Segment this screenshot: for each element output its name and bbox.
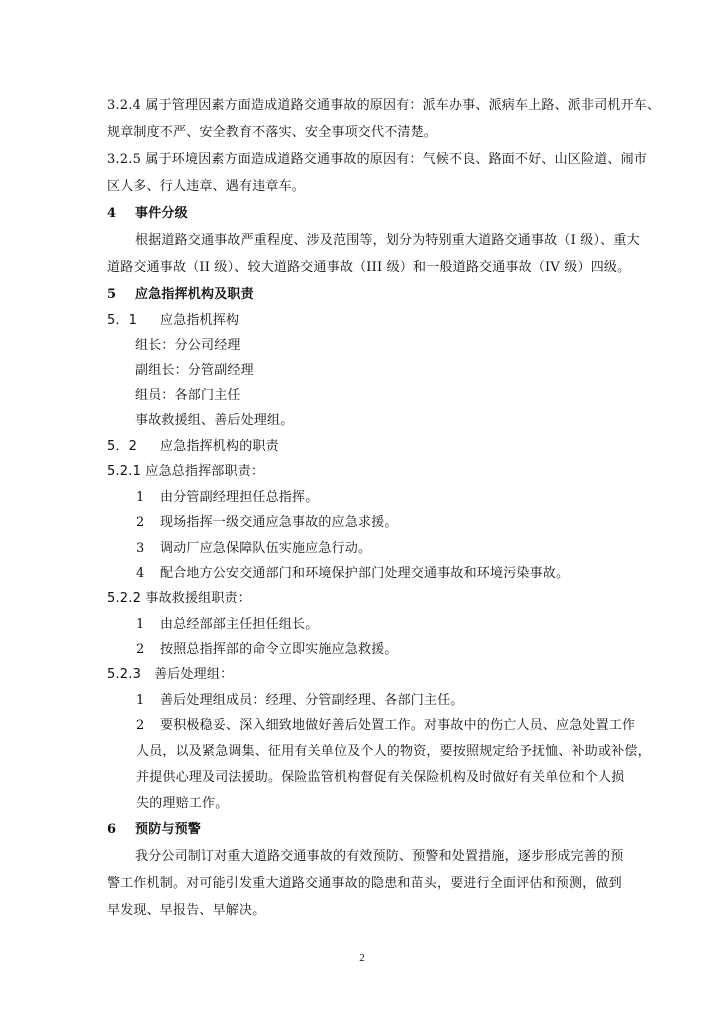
item-5-2-1-4-number: 4 — [136, 566, 145, 581]
item-5-2-1-2-number: 2 — [136, 515, 145, 530]
heading-4-number: 4 — [107, 206, 117, 221]
heading-5-1-title: 应急指机挥构 — [160, 313, 240, 328]
section-5-2-2-heading: 5.2.2 事故救援组职责： — [107, 591, 252, 606]
item-5-2-1-4-text: 配合地方公安交通部门和环境保护部门处理交通事故和环境污染事故。 — [160, 566, 570, 581]
paragraph-4-line2: 道路交通事故（II 级）、较大道路交通事故（III 级）和一般道路交通事故（IV 级）四级。 — [107, 260, 631, 275]
heading-5-title: 应急指挥机构及职责 — [135, 287, 254, 302]
leader-line: 组长：分公司经理 — [135, 338, 241, 353]
page-number: 2 — [359, 952, 365, 964]
paragraph-6-line2: 警工作机制。对可能引发重大道路交通事故的隐患和苗头，要进行全面评估和预测，做到 — [107, 876, 622, 891]
deputy-leader-line: 副组长：分管副经理 — [135, 363, 254, 378]
paragraph-4-line1: 根据道路交通事故严重程度、涉及范围等，划分为特别重大道路交通事故（I 级）、重大 — [135, 233, 640, 248]
section-3-2-5-line1: 3.2.5 属于环境因素方面造成道路交通事故的原因有：气候不良、路面不好、山区险道、闹市 — [107, 152, 648, 167]
heading-4-title: 事件分级 — [135, 206, 188, 221]
item-5-2-3-1-number: 1 — [136, 693, 145, 708]
item-5-2-3-2-text-line1: 要积极稳妥、深入细致地做好善后处置工作。对事故中的伤亡人员、应急处置工作 — [160, 718, 636, 733]
section-5-2-1-heading: 5.2.1 应急总指挥部职责： — [107, 464, 265, 479]
item-5-2-3-2-text-line3: 并提供心理及司法援助。保险监管机构督促有关保险机构及时做好有关单位和个人损 — [136, 770, 625, 785]
paragraph-6-line3: 早发现、早报告、早解决。 — [107, 903, 266, 918]
heading-5-number: 5 — [107, 287, 117, 302]
item-5-2-2-2-number: 2 — [136, 642, 145, 657]
heading-5-2-number: 5．2 — [107, 439, 138, 454]
item-5-2-1-1-text: 由分管副经理担任总指挥。 — [160, 490, 319, 505]
section-3-2-4-line2: 规章制度不严、安全教育不落实、安全事项交代不清楚。 — [107, 125, 438, 140]
item-5-2-3-1-text: 善后处理组成员：经理、分管副经理、各部门主任。 — [160, 693, 464, 708]
item-5-2-1-3-text: 调动厂应急保障队伍实施应急行动。 — [160, 541, 372, 556]
section-3-2-4-line1: 3.2.4 属于管理因素方面造成道路交通事故的原因有：派车办事、派病车上路、派非司机开车、 — [107, 98, 661, 113]
item-5-2-2-2-text: 按照总指挥部的命令立即实施应急救援。 — [160, 642, 398, 657]
item-5-2-3-2-text-line2: 人员，以及紧急调集、征用有关单位及个人的物资，要按照规定给予抚恤、补助或补偿， — [136, 744, 651, 759]
groups-line: 事故救援组、善后处理组。 — [135, 413, 294, 428]
item-5-2-1-2-text: 现场指挥一级交通应急事故的应急求援。 — [160, 515, 398, 530]
section-3-2-5-line2: 区人多、行人违章、遇有违章车。 — [107, 179, 306, 194]
heading-5-1-number: 5．1 — [107, 313, 138, 328]
item-5-2-3-2-number: 2 — [136, 718, 145, 733]
item-5-2-2-1-number: 1 — [136, 617, 145, 632]
heading-6-number: 6 — [107, 822, 117, 837]
heading-6-title: 预防与预警 — [135, 822, 202, 837]
section-5-2-3-heading: 5.2.3 善后处理组： — [107, 667, 234, 682]
heading-5-2-title: 应急指挥机构的职责 — [160, 439, 279, 454]
item-5-2-1-3-number: 3 — [136, 541, 145, 556]
members-line: 组员：各部门主任 — [135, 388, 241, 403]
item-5-2-3-2-text-line4: 失的理赔工作。 — [136, 796, 229, 811]
item-5-2-2-1-text: 由总经部部主任担任组长。 — [160, 617, 319, 632]
paragraph-6-line1: 我分公司制订对重大道路交通事故的有效预防、预警和处置措施，逐步形成完善的预 — [135, 849, 624, 864]
item-5-2-1-1-number: 1 — [136, 490, 145, 505]
